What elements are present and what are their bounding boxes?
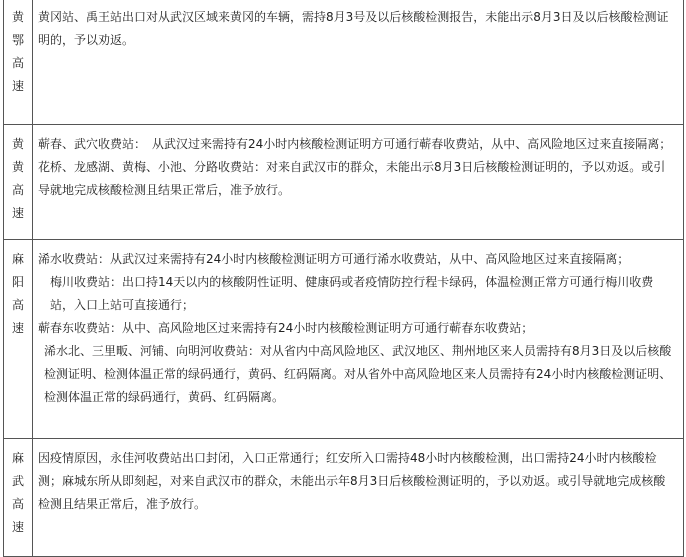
policy-paragraph: 蕲春、武穴收费站： 从武汉过来需持有24小时内核酸检测证明方可通行蕲春收费站，从中、高风险地区过来直接隔离； 花桥、龙感湖、黄梅、小池、分路收费站：对来自武汉市的群众，未能出示8月3日后核酸检测证明的，予以劝返。或引导就地完成核酸检测且结果正常后，准予放行。 (38, 137, 678, 197)
road-name-cell (4, 240, 33, 439)
table-row (4, 0, 684, 125)
road-char: 高 (11, 497, 24, 511)
road-name (4, 240, 32, 340)
road-name-cell (4, 439, 33, 557)
policy-cell (33, 240, 684, 439)
road-char: 速 (11, 520, 24, 534)
road-char: 高 (11, 298, 24, 312)
road-name (4, 0, 32, 98)
road-name (4, 439, 32, 539)
policy-paragraph: 蕲春东收费站：从中、高风险地区过来需持有24小时内核酸检测证明方可通行蕲春东收费站； (38, 321, 534, 335)
road-char: 阳 (11, 275, 24, 289)
road-char: 速 (11, 206, 24, 220)
road-char: 速 (11, 321, 24, 335)
table-row (4, 125, 684, 240)
road-name-cell (4, 125, 33, 240)
road-char: 麻 (11, 252, 24, 266)
policy-cell (33, 439, 684, 557)
policy-paragraph: 梅川收费站：出口持14天以内的核酸阴性证明、健康码或者疫情防控行程卡绿码，体温检测正常方可通行梅川收费站，入口上站可直接通行； (50, 275, 654, 312)
policy-paragraph: 因疫情原因，永佳河收费站出口封闭，入口正常通行；红安所入口需持48小时内核酸检测，出口需持24小时内核酸检测；麻城东所从即刻起，对来自武汉市的群众，未能出示年8月3日后核酸检测证明的，予以劝返。或引导就地完成核酸检测且结果正常后，准予放行。 (38, 451, 666, 511)
road-char: 麻 (11, 451, 24, 465)
policy-paragraph: 黄冈站、禹王站出口对从武汉区域来黄冈的车辆，需持8月3号及以后核酸检测报告，未能出示8月3日及以后核酸检测证明的，予以劝返。 (38, 10, 669, 47)
policy-cell (33, 125, 684, 240)
policy-paragraph: 浠水北、三里畈、河铺、向明河收费站：对从省内中高风险地区、武汉地区、荆州地区来人员需持有8月3日及以后核酸检测证明、检测体温正常的绿码通行，黄码、红码隔离。对从省外中高风险地区来人员需持有24小时内核酸检测证明、检测体温正常的绿码通行，黄码、红码隔离。 (44, 344, 672, 404)
road-char: 高 (11, 183, 24, 197)
road-char: 黄 (11, 137, 24, 151)
table-row (4, 240, 684, 439)
road-name-cell (4, 0, 33, 125)
policy-cell (33, 0, 684, 125)
road-char: 黄 (11, 10, 24, 24)
road-char: 黄 (11, 160, 24, 174)
road-char: 鄂 (11, 33, 24, 47)
table-row (4, 439, 684, 557)
road-char: 高 (11, 56, 24, 70)
road-char: 速 (11, 79, 24, 93)
road-char: 武 (11, 474, 24, 488)
road-name (4, 125, 32, 225)
expressway-notice-table (3, 0, 684, 557)
policy-paragraph: 浠水收费站：从武汉过来需持有24小时内核酸检测证明方可通行浠水收费站，从中、高风险地区过来直接隔离； (38, 252, 630, 266)
